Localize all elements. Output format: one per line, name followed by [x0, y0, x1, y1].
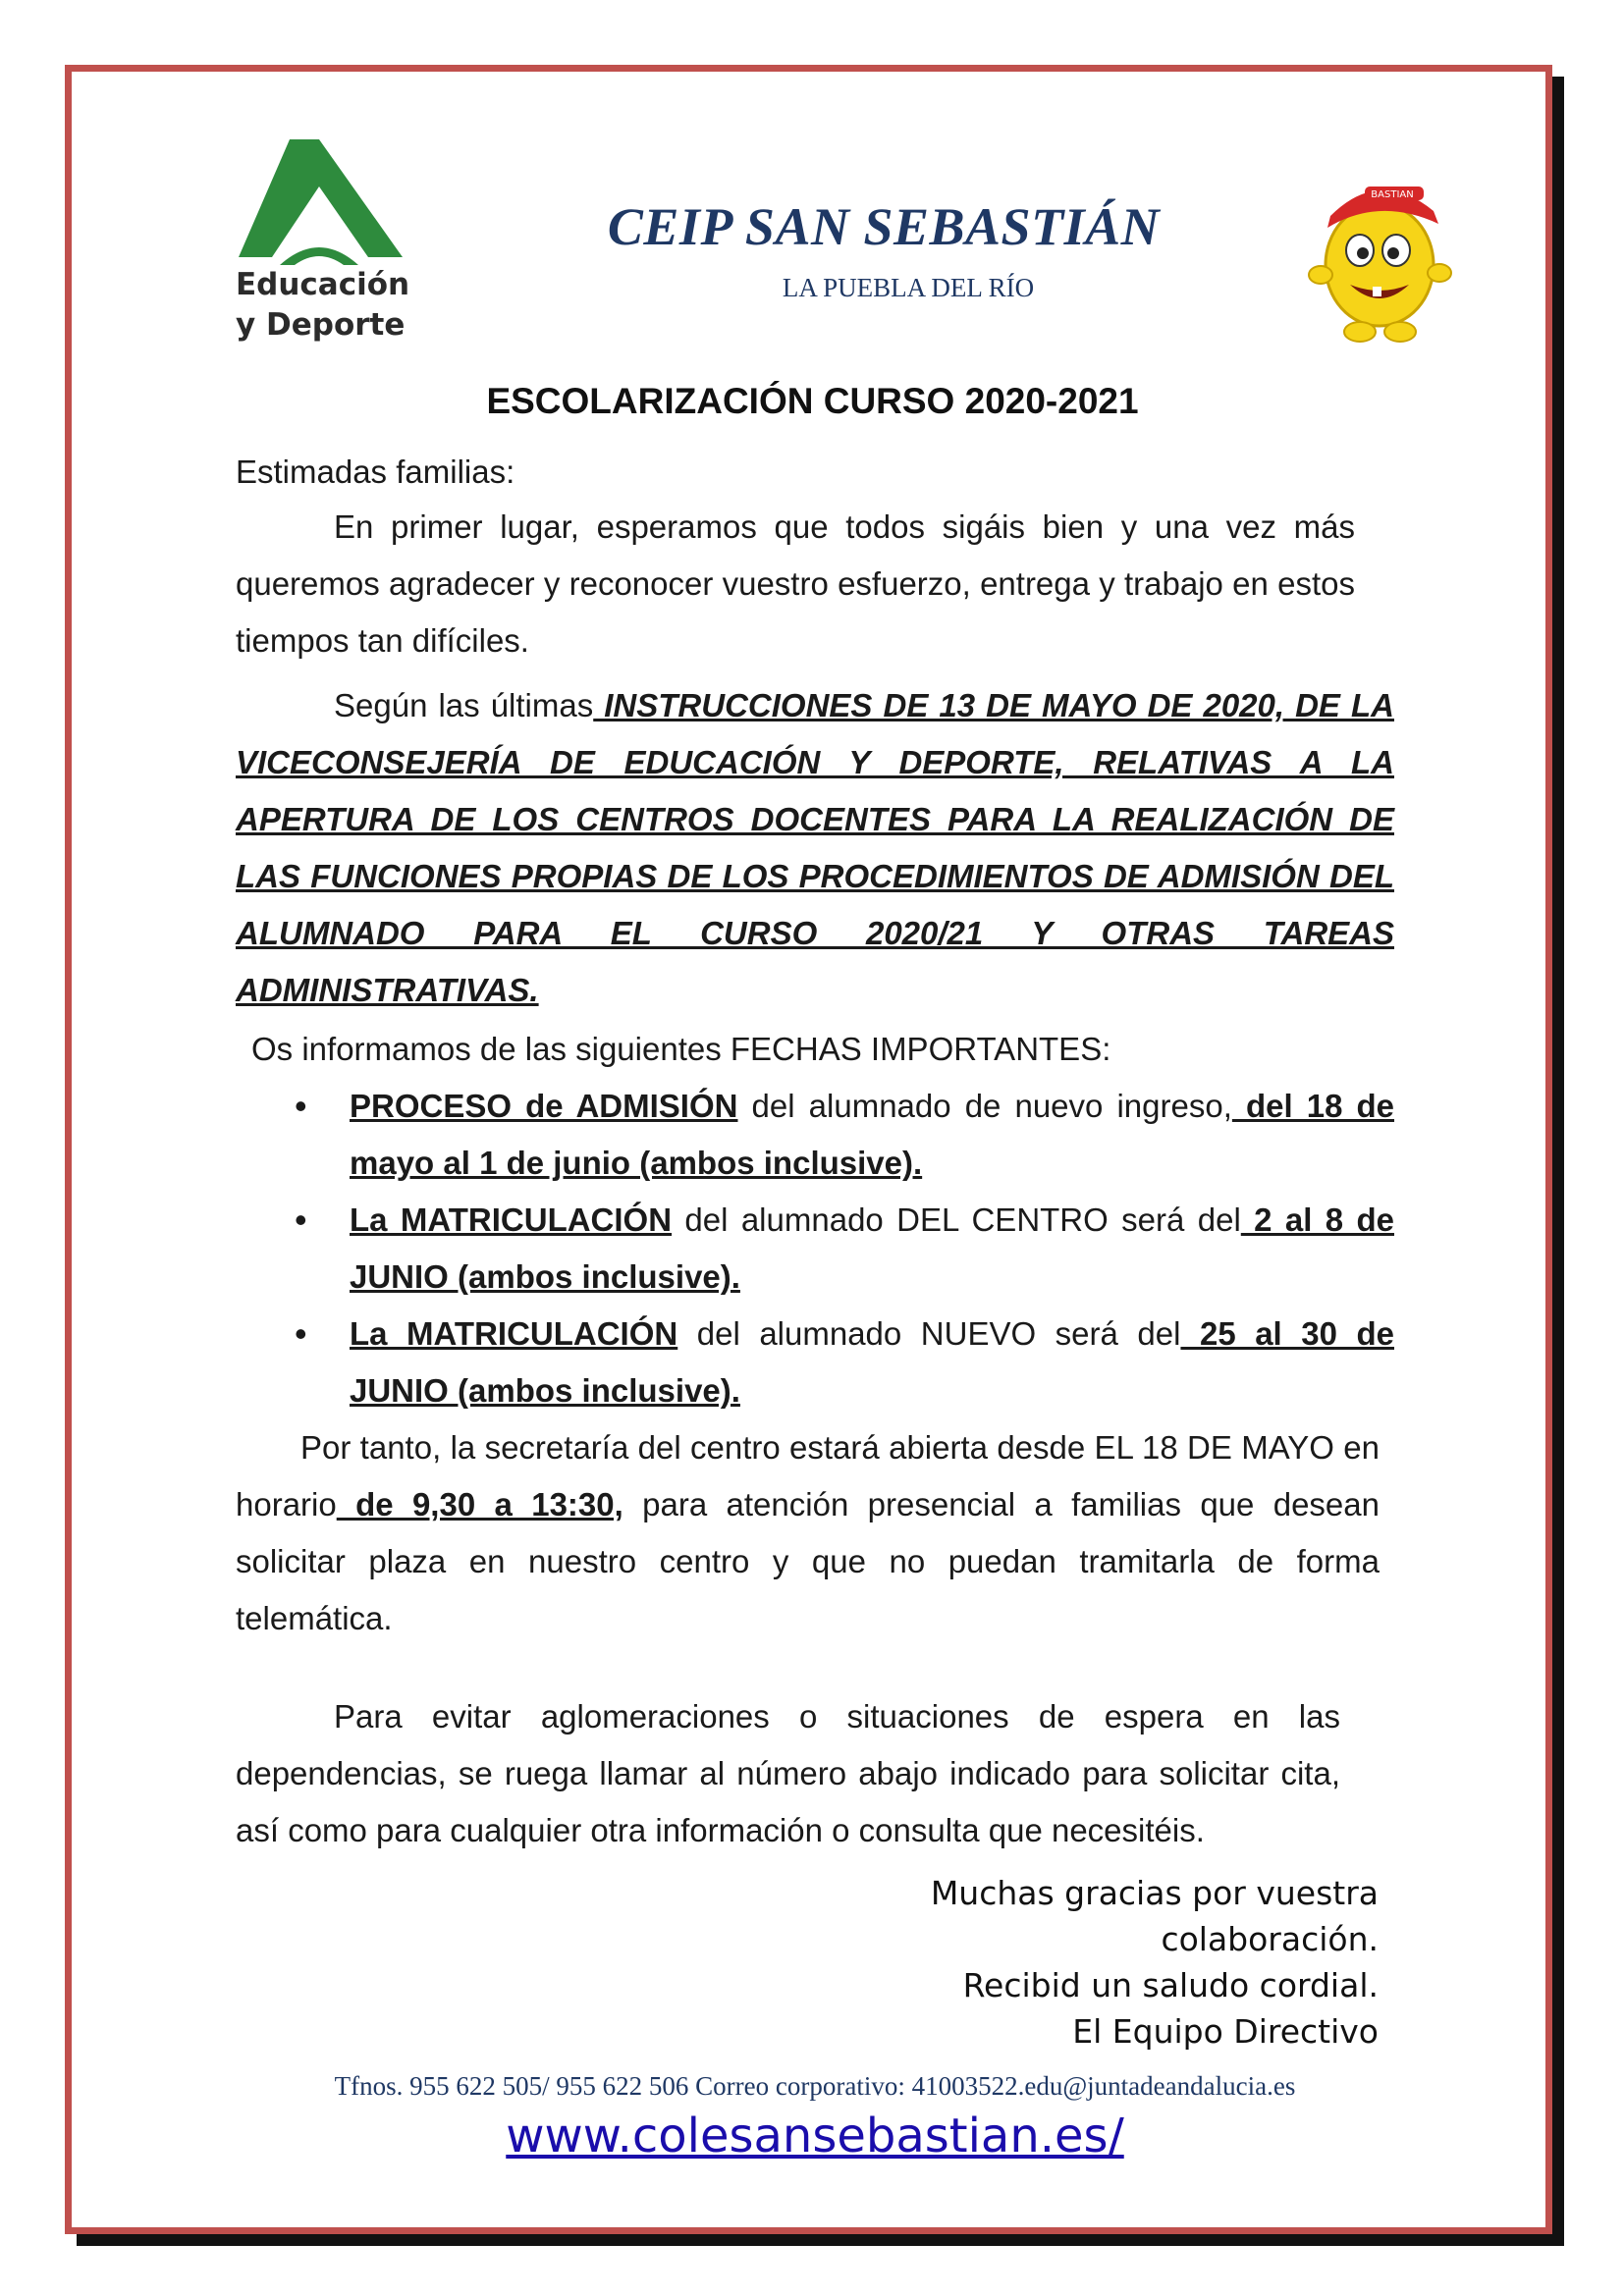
schedule-hours: de 9,30 a 13:30,	[336, 1486, 623, 1522]
dates-intro: Os informamos de las siguientes FECHAS IMPORTANTES:	[251, 1031, 1111, 1067]
schedule-text-1: Por tanto, la secretaría del centro estará abierta desde EL 18 DE MAYO en horario	[236, 1429, 1380, 1522]
closing-line-2: colaboración.	[1161, 1920, 1379, 1958]
instructions-prefix: Según las últimas	[334, 687, 594, 723]
greeting: Estimadas familias:	[236, 454, 515, 490]
schedule-paragraph	[236, 1419, 1380, 1647]
logo-caption	[236, 265, 409, 346]
list-item	[295, 1078, 1394, 1192]
school-town: LA PUEBLA DEL RÍO	[782, 273, 1035, 302]
appointment-paragraph: Para evitar aglomeraciones o situaciones de espera en las dependencias, se ruega llamar al número abajo indicado para solicitar cita, así como para cualquier otra información o consulta que necesitéis.	[236, 1698, 1340, 1848]
mascot-cap-label: BASTIAN	[1371, 189, 1414, 200]
bullet-dates: 25 al 30 de JUNIO (ambos inclusive).	[350, 1315, 1394, 1409]
school-name: CEIP SAN SEBASTIÁN	[607, 197, 1161, 256]
list-item	[295, 1192, 1394, 1306]
instructions-reference: INSTRUCCIONES DE 13 DE MAYO DE 2020, DE LA VICECONSEJERÍA DE EDUCACIÓN Y DEPORTE, RELATIVAS A LA APERTURA DE LOS CENTROS DOCENTES PARA LA REALIZACIÓN DE LAS FUNCIONES PROPIAS DE LOS PROCEDIMIENTOS DE ADMISIÓN DEL ALUMNADO PARA EL CURSO 2020/21 Y OTRAS TAREAS ADMINISTRATIVAS.	[236, 687, 1394, 1008]
school-mascot-image	[1306, 157, 1453, 353]
bullet-lead: La MATRICULACIÓN	[350, 1201, 673, 1238]
document-title: ESCOLARIZACIÓN CURSO 2020-2021	[486, 381, 1139, 421]
instructions-paragraph	[236, 677, 1394, 1019]
schedule-text-2: para atención presencial a familias que desean solicitar plaza en nuestro centro y que no puedan tramitarla de forma telemática.	[236, 1486, 1380, 1636]
bullet-lead: La MATRICULACIÓN	[350, 1315, 678, 1352]
intro-paragraph: En primer lugar, esperamos que todos sigáis bien y una vez más queremos agradecer y reconocer vuestro esfuerzo, entrega y trabajo en estos tiempos tan difíciles.	[236, 508, 1355, 659]
contact-info: Tfnos. 955 622 505/ 955 622 506 Correo corporativo: 41003522.edu@juntadeandalucia.es	[334, 2071, 1296, 2101]
bullet-text: del alumnado NUEVO será del	[677, 1315, 1181, 1352]
logo-line-1: Educación	[236, 267, 410, 302]
closing-signature	[829, 1870, 1379, 2055]
bullet-text: del alumnado de nuevo ingreso,	[737, 1088, 1232, 1124]
closing-line-4: El Equipo Directivo	[1072, 2012, 1379, 2051]
logo-line-2: y Deporte	[236, 307, 406, 343]
bullet-dates: 2 al 8 de JUNIO (ambos inclusive).	[350, 1201, 1394, 1295]
bullet-lead: PROCESO de ADMISIÓN	[350, 1088, 738, 1124]
bullet-dates: del 18 de mayo al 1 de junio (ambos inclusive).	[350, 1088, 1395, 1181]
closing-line-1: Muchas gracias por vuestra	[930, 1874, 1379, 1912]
closing-line-3: Recibid un saludo cordial.	[962, 1966, 1379, 2004]
important-dates-list	[295, 1078, 1394, 1419]
website-link[interactable]: www.colesansebastian.es/	[506, 2109, 1124, 2163]
bullet-text: del alumnado DEL CENTRO será del	[672, 1201, 1241, 1238]
list-item	[295, 1306, 1394, 1419]
